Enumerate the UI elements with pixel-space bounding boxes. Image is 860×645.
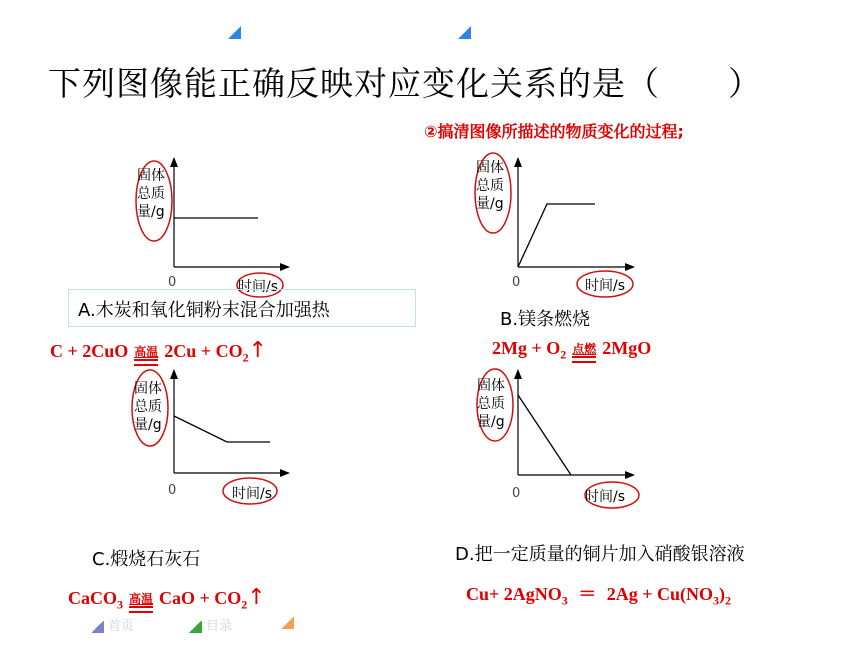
graph-c	[120, 375, 420, 545]
graph-b-origin: 0	[512, 275, 521, 290]
equation-d: Cu+ 2AgNO$_3$ ＝ $2Ag + Cu(NO_3)_2$	[466, 584, 732, 608]
graph-b-svg	[465, 155, 765, 325]
option-c-label: C.煅烧石灰石	[92, 549, 201, 570]
graph-a-ylabel: 固体 总质 量/g	[137, 168, 165, 220]
graph-c-svg	[120, 375, 420, 545]
hint-note: ②搞清图像所描述的物质变化的过程;	[424, 122, 684, 141]
nav-next-button[interactable]	[280, 615, 298, 630]
graph-b-ylabel: 固体 总质 量/g	[476, 160, 504, 212]
home-icon	[90, 621, 104, 633]
graph-d	[465, 375, 765, 545]
graph-b-xlabel: 时间/s	[585, 278, 626, 294]
option-a-label: A.木炭和氧化铜粉末混合加强热	[78, 300, 330, 321]
graph-a-origin: 0	[168, 275, 177, 290]
nav-toc-button[interactable]: 目录	[188, 615, 232, 634]
decor-triangle-left-icon	[228, 26, 241, 39]
equation-c: CaCO$_3$ 高温 CaO + $CO_2↑$	[68, 585, 266, 612]
graph-d-svg	[465, 375, 765, 545]
graph-d-origin: 0	[512, 486, 521, 501]
toc-icon	[188, 621, 202, 633]
graph-c-ylabel: 固体 总质 量/g	[134, 381, 162, 433]
graph-a-xlabel: 时间/s	[238, 279, 279, 295]
equation-a: C + 2CuO 高温 $2Cu + CO_2↑$	[50, 338, 268, 365]
equation-b: $2Mg + O_2$ 点燃 2MgO	[492, 338, 652, 362]
option-b-label: B.镁条燃烧	[500, 309, 591, 330]
next-icon	[280, 617, 294, 629]
graph-c-origin: 0	[168, 483, 177, 498]
graph-d-ylabel: 固体 总质 量/g	[477, 378, 505, 430]
option-d-label: D.把一定质量的铜片加入硝酸银溶液	[455, 544, 745, 565]
nav-home-button[interactable]: 首页	[90, 615, 134, 634]
decor-triangle-right-icon	[458, 26, 471, 39]
graph-b	[465, 155, 765, 325]
graph-d-xlabel: 时间/s	[585, 489, 626, 505]
page-title: 下列图像能正确反映对应变化关系的是（ ）	[48, 64, 762, 103]
graph-c-xlabel: 时间/s	[232, 486, 273, 502]
